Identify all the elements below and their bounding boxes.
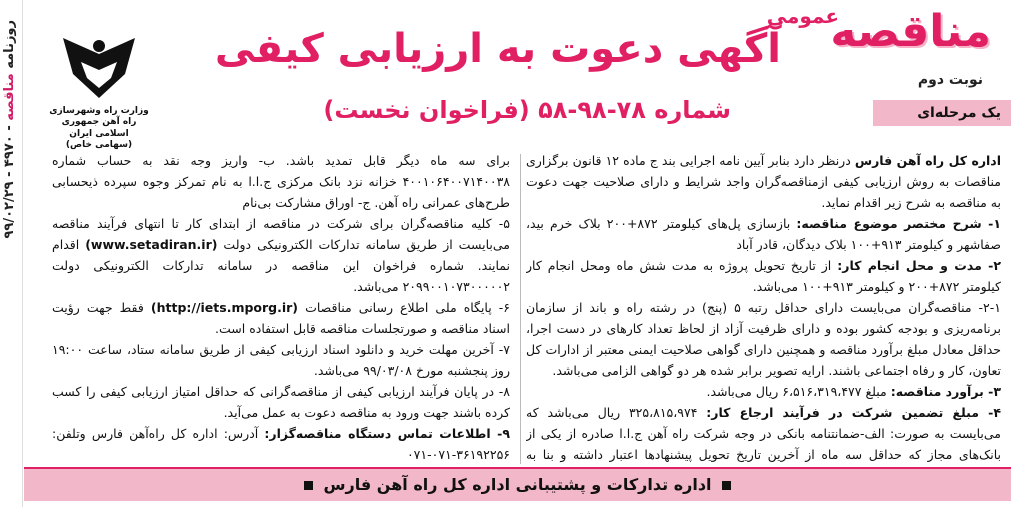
publication-info: روزنامه مناقصه - ۴۹۷۰ - ۹۹/۰۲/۲۹ [2, 20, 17, 239]
item-7: ۷- آخرین مهلت خرید و دانلود اسناد ارزیابی کیفی از طریق سامانه ستاد، ساعت ۱۹:۰۰ روز پنجشنبه مورخ ۹۹/۰۳/۰۸ می‌باشد. [52, 342, 510, 378]
item-5: ۵- کلیه مناقصه‌گران برای شرکت در مناقصه از ابتدای کار تا انتهای فرآیند مناقصه می‌بایست از طریق سامانه تدارکات الکترونیکی دولت (www.setadiran.ir) اقدام نمایند. شماره فراخوان این مناقصه در سامانه تدارکات الکترونیکی دولت ۲۰۹۹۰۰۱۰۷۳۰۰۰۰۰۲ می‌باشد. [52, 216, 510, 294]
setadiran-link[interactable]: (www.setadiran.ir) [85, 237, 218, 252]
railway-emblem-icon [59, 32, 139, 102]
item-4: ۴- مبلغ تضمین شرکت در فرآیند ارجاع کار: ۳۲۵،۸۱۵،۹۷۴ ریال می‌باشد که می‌بایست به صورت: الف-ضمانتنامه بانکی در وجه شرکت راه آهن ج.ا.ا صادره از یکی از بانک‌های مجاز که حداقل سه ماه از آخرین تاریخ تحویل پیشنهادها اعتبار داشته و بنا به [526, 405, 1001, 462]
item-9: ۹- اطلاعات تماس دستگاه مناقصه‌گزار: آدرس: اداره کل راه‌آهن فارس وتلفن: ۳۶۱۹۲۲۵۶-۰۷۱-۰۷۱ [52, 426, 510, 462]
footer-text: اداره تدارکات و پشتیبانی اداره کل راه آهن فارس [323, 475, 712, 494]
item-1: ۱- شرح مختصر موضوع مناقصه: بازسازی پل‌های کیلومتر ۸۷۲+۲۰۰ بلاک خرم بید، صفاشهر و کیلومتر ۹۱۳+۱۰۰ بلاک دیدگان، قادر آباد [526, 216, 1001, 252]
item-8: ۸- در پایان فرآیند ارزیابی کیفی از مناقصه‌گرانی که حداقل امتیاز ارزیابی کیفی را کسب کرده باشند جهت ورود به مناقصه دعوت به عمل می‌آید. [52, 384, 510, 420]
item-4-continued: برای سه ماه دیگر قابل تمدید باشد. ب- واریز وجه نقد به حساب شماره ۴۰۰۱۰۶۴۰۰۷۱۴۰۰۳۸ خزانه نزد بانک مرکزی ج.ا.ا به نام تمرکز وجوه سپرده ذیحسابی طرح‌های عمرانی راه آهن. ج- اوراق مشارکت بی‌نام [52, 153, 510, 210]
iets-link[interactable]: (http://iets.mporg.ir) [150, 300, 299, 315]
left-column [52, 150, 510, 468]
item-6: ۶- پایگاه ملی اطلاع رسانی مناقصات (http://iets.mporg.ir) فقط جهت رؤیت اسناد مناقصه و صورتجلسات مناقصه قابل استفاده است. [52, 300, 510, 336]
square-bullet-icon [722, 481, 731, 490]
ad-header [24, 4, 1011, 154]
intro-paragraph: اداره کل راه آهن فارس درنظر دارد بنابر آیین نامه اجرایی بند ج ماده ۱۲ قانون برگزاری مناقصات به روش ارزیابی کیفی ازمناقصه‌گران واجد شرایط و دارای صلاحیت جهت دعوت به مناقصه به شرح زیر اقدام نماید. [526, 153, 1001, 210]
square-bullet-icon [304, 481, 313, 490]
ad-footer [24, 467, 1011, 501]
publication-strip [0, 0, 23, 507]
ad-title: آگهی دعوت به ارزیابی کیفی [214, 26, 781, 72]
ad-subtitle: شماره ۷۸-۹۸-۵۸ (فراخوان نخست) [323, 96, 731, 124]
turn-label: نوبت دوم [917, 72, 983, 88]
tender-word: مناقصه [830, 6, 991, 57]
tender-type: عمومی [766, 4, 839, 28]
item-2-1: ۲-۱- مناقصه‌گران می‌بایست دارای حداقل رتبه ۵ (پنج) در رشته راه و باند از سازمان برنامه‌ریزی و بودجه کشور بوده و دارای ظرفیت آزاد از لحاظ تعداد کارهای در دست اجرا، حداقل معادل مبلغ برآورد مناقصه و همچنین دارای گواهی صلاحیت ایمنی معتبر از ادارات کل تعاون، کار و رفاه اجتماعی باشند. ارایه تصویر برابر شده هر دو گواهی الزامی می‌باشد. [526, 300, 1001, 378]
item-2: ۲- مدت و محل انجام کار: از تاریخ تحویل پروژه به مدت شش ماه ومحل انجام کار کیلومتر ۸۷۲+۲۰۰ و کیلومتر ۹۱۳+۱۰۰ می‌باشد. [526, 258, 1001, 294]
item-3: ۳- برآورد مناقصه: مبلغ ۶،۵۱۶،۳۱۹،۴۷۷ ریال می‌باشد. [706, 384, 1001, 399]
right-column [526, 150, 1001, 468]
ministry-name: وزارت راه وشهرسازی راه آهن جمهوری اسلامی ایران (سهامی خاص) [49, 106, 149, 150]
column-divider [520, 154, 521, 464]
stage-badge: یک مرحله‌ای [873, 100, 1011, 126]
ad-body [24, 150, 1011, 468]
railway-logo [44, 32, 154, 151]
